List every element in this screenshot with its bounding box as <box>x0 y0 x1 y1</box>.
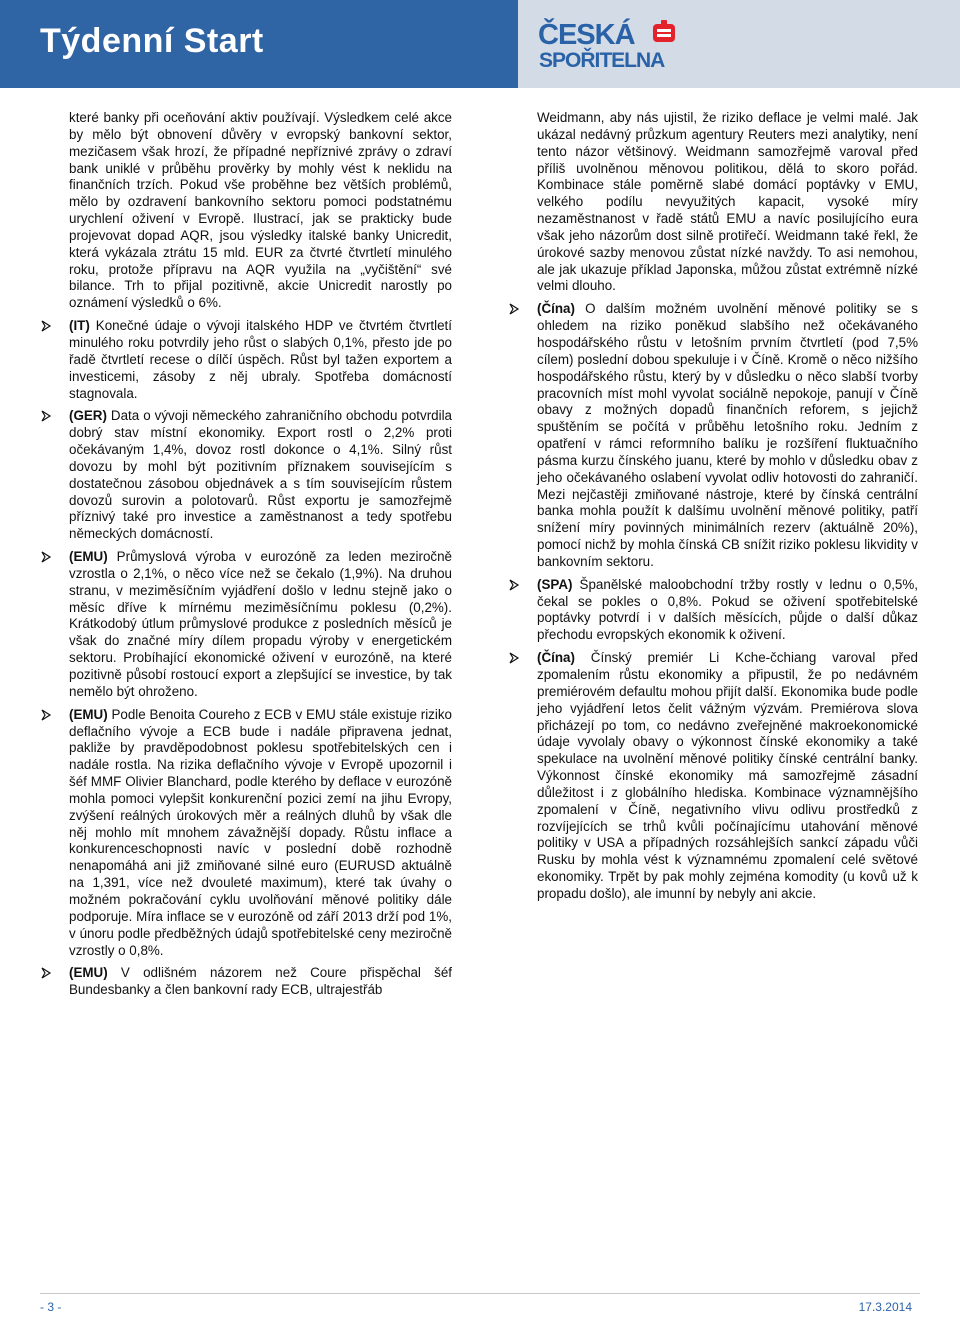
news-item-region: (EMU) <box>69 706 108 722</box>
page-header <box>0 0 960 88</box>
news-item <box>69 549 452 701</box>
arrow-bullet-icon <box>39 550 53 564</box>
news-item-text: Průmyslová výroba v eurozóně za leden meziročně vzrostla o 2,1%, o něco více než se čekalo (1,9%). Na druhou stranu, v meziměsíčním vyjádření došlo v lednu stejně jako o měsíc dříve k mírnému meziměsíčnímu poklesu (0,2%). Krátkodobý útlum průmyslové produkce z posledních měsíců je však do značné míry dílem propadu výroby v energetickém sektoru. Probíhající ekonomické oživení v eurozóně, na které pozitivně působí rostoucí export a zlepšující se investice, by tak nemělo být ohroženo. <box>69 549 452 699</box>
bank-logo <box>538 20 688 76</box>
right-intro-paragraph: Weidmann, aby nás ujistil, že riziko deflace je velmi malé. Jak ukázal nedávný průzkum agentury Reuters mezi analytiky, není tento názor většinový. Weidmann samozřejmě varoval před příliš uvolněnou měnovou politikou, dělá to skoro pořád. Kombinace stále poměrně slabé domácí poptávky v EMU, velkého podílu nevyužitých kapacit, vysoké míry nezaměstnanost v řadě států EMU a navíc posilujícího eura však jeho názorům dost silně protiřečí. Weidmann také řekl, že úrokové sazby menovou zůstat nízké navždy. To asi nemohou, ale jak ukazuje příklad Japonska, můžou zůstat extrémně nízké velmi dlouho. <box>537 110 918 294</box>
news-item-region: (EMU) <box>69 549 108 565</box>
header-title-band <box>0 0 518 88</box>
news-item-region: (EMU) <box>69 965 108 981</box>
news-item-region: (GER) <box>69 408 107 424</box>
arrow-bullet-icon <box>39 409 53 423</box>
news-item-text: V odlišném názorem než Coure přispěchal šéf Bundesbanky a člen bankovní rady ECB, ultrajestřáb <box>69 965 452 998</box>
arrow-bullet-icon <box>39 966 53 980</box>
news-item-text: Čínský premiér Li Kche-čchiang varoval před zpomalením růstu ekonomiky a připustil, že po nedávném premiérovém defaultu mohou přijít další. Ekonomika bude podle jeho vyjádření letos čelit vážným výzvám. Premiérova slova přicházejí po tom, co nedávno zveřejněné makroekonomické údaje vyvolaly obavy o výkonnost čínské ekonomiky a také spekulace na uvolnění měnové politiky čínské centrální banky. Výkonnost čínské ekonomiky má samozřejmě zásadní důležitost i z globálního hlediska. Kombinace významnějšího zpomalení v Číně, negativního vlivu odlivu prostředků z rozvíjejících se trhů kvůli počínajícímu utahování měnové politiky v USA a případných rozsáhlejších sankcí západu vůči Rusku by mohla vést k významnému zpomalení celé světové ekonomiky. Trpět by pak mohly zejména komodity (u kovů už k propadu došlo), ale imunní by nebyly ani akcie. <box>537 650 918 901</box>
arrow-bullet-icon <box>507 302 521 316</box>
news-item <box>537 301 918 571</box>
news-item-text: O dalším možném uvolnění měnové politiky se s ohledem na riziko poněkud slabšího než očekávaného hospodářského růstu v letošním prvním čtvrtletí (pod 7,5% cílem) poslední dobou spekuluje i v Číně. Kromě o něco nižšího hospodářského růstu, který by v důsledku o něco slabší tvorby pracovních míst mohl vyvolat sociálně nepokoje, panují v Číně obavy z možných dopadů finančních reforem, s jejichž spuštěním se počítá v průběhu letošního roku. Jedním z opatření v rámci reformního balíku je rozšíření fluktuačního pásma kurzu čínského juanu, které by mohlo v důsledku obav z jeho očekávaného oslabení vyvolat odliv hotovosti do zahraničí. Mezi nejčastěji zmiňované nástroje, které by čínská centrální banka mohla použít k dalšímu uvolnění měnové politiky, patří snížení míry povinných minimálních rezerv (aktuálně 20%), pomocí nichž by mohla čínská CB snížit riziko poklesu likvidity v bankovním sektoru. <box>537 301 918 569</box>
arrow-bullet-icon <box>39 319 53 333</box>
footer-divider <box>40 1293 920 1294</box>
logo-text-line2: SPOŘITELNA <box>539 49 665 72</box>
logo-mark-icon <box>652 20 678 46</box>
right-column <box>537 110 918 903</box>
news-item <box>69 408 452 543</box>
arrow-bullet-icon <box>507 578 521 592</box>
page-title: Týdenní Start <box>40 22 264 60</box>
left-intro-paragraph: které banky při oceňování aktiv používají. Výsledkem celé akce by mělo být obnovení důvěry v evropský bankovní sektor, mezičasem však hrozí, že případné nepříznivé zprávy o zdraví bank uniklé v průběhu prověrky by mohly vést k neklidu na finančních trzích. Pokud vše proběhne bez větších problémů, mělo by ozdravení bankovního sektoru pomoci podstatnému urychlení oživení v Evropě. Ilustrací, jak se prakticky bude projevovat dopad AQR, jsou výsledky italské banky Unicredit, která vykázala ztrátu 15 mld. EUR za čtvrté čtvrtletí minulého roku, protože přípravu na AQR využila na „vyčištění“ své bilance. Trh to přijal pozitivně, akcie Unicredit narostly po oznámení výsledků o 6%. <box>69 110 452 311</box>
news-item-region: (IT) <box>69 318 90 334</box>
news-item-text: Data o vývoji německého zahraničního obchodu potvrdila dobrý stav místní ekonomiky. Export rostl o 2,2% proti očekávaným 1,4%, dovoz rostl dokonce o 4,1%. Silný růst dovozu by mohl být pozitivním příznakem souvisejícím s dostatečnou zásobou objednávek a s tím souvisejícím růstem dovozů surovin a polotovarů. Růst exportu je samozřejmě příznivý také pro investice a zaměstnanost a tedy spotřebu německých domácností. <box>69 408 452 542</box>
news-item <box>69 965 452 999</box>
page-number: - 3 - <box>40 1300 62 1314</box>
left-column <box>69 110 452 999</box>
logo-text-line1: ČESKÁ <box>538 19 635 51</box>
news-item-region: (Čína) <box>537 301 575 317</box>
news-item <box>537 577 918 644</box>
news-item <box>537 650 918 903</box>
news-item-text: Španělské maloobchodní tržby rostly v lednu o 0,5%, čekal se pokles o 0,8%. Pokud se oživení spotřebitelské poptávky potvrdí i v dalších měsících, půjde o další důkaz přechodu evropských ekonomik k oživení. <box>537 576 918 643</box>
arrow-bullet-icon <box>39 708 53 722</box>
news-item-region: (SPA) <box>537 576 573 592</box>
issue-date: 17.3.2014 <box>858 1300 912 1314</box>
news-item-text: Konečné údaje o vývoji italského HDP ve čtvrtém čtvrtletí minulého roku potvrdily jeho růst o slabých 0,1%, přesto jde po řadě čtvrtletí recese o dílčí úspěch. Růst byl tažen exportem a investicemi, zásoby z něj ubraly. Spotřeba domácností stagnovala. <box>69 318 452 401</box>
arrow-bullet-icon <box>507 651 521 665</box>
news-item <box>69 318 452 402</box>
news-item <box>69 707 452 960</box>
news-item-region: (Čína) <box>537 650 575 666</box>
news-item-text: Podle Benoita Coureho z ECB v EMU stále existuje riziko deflačního vývoje a ECB bude i nadále připravena jednat, pakliže by pravděpodobnost poklesu spotřebitelských cen i nadále rostla. Na rizika deflačního vývoje v Evropě upozornil i šéf MMF Olivier Blanchard, podle kterého by deflace v eurozóně mohla pomoci vylepšit konkurenční pozici zemí na jihu Evropy, zvýšení reálných úrokových měr a reálných dluhů by však dle něj mohlo mít mnohem závažnější dopady. Růstu inflace a konkurenceschopnosti navíc v poslední době rozhodně nenapomáhá ani již zmiňované silné euro (EURUSD aktuálně na 1,391, více než dvouleté maximum), které tak úvahy o možném pokračování cyklu uvolňování měnové politiky dále podporuje. Míra inflace se v eurozóně od září 2013 drží pod 1%, v únoru podle předběžných údajů spotřebitelské ceny meziročně vzrostly o 0,8%. <box>69 706 452 958</box>
